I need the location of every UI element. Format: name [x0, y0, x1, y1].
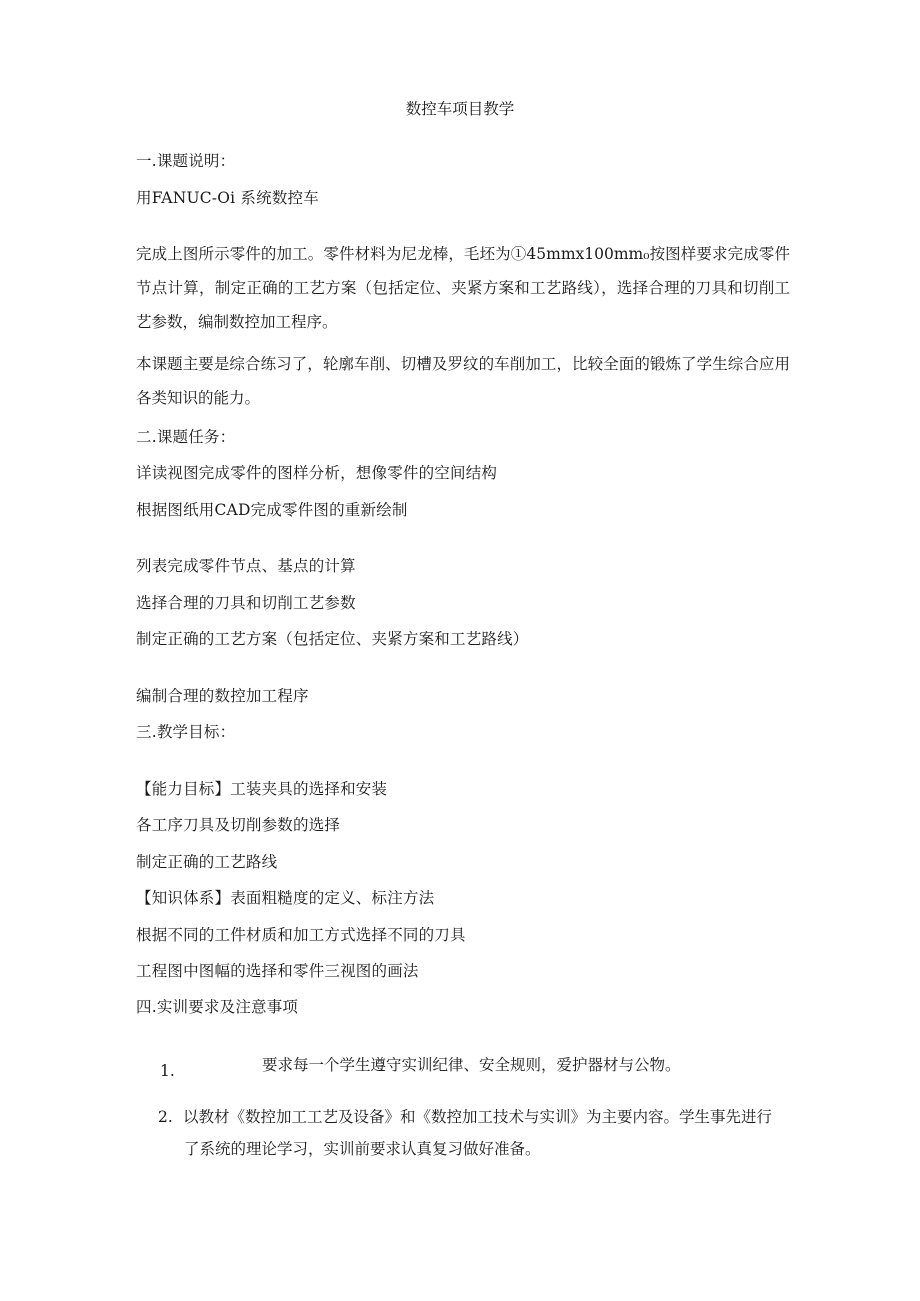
section-3-item: 各工序刀具及切削参数的选择 [136, 816, 341, 834]
section-1-heading: 一.课题说明： [136, 152, 236, 170]
list-item-number: 1. [160, 1062, 175, 1080]
section-2-item: 列表完成零件节点、基点的计算 [136, 557, 356, 575]
list-item-text: 以教材《数控加工工艺及设备》和《数控加工技术与实训》为主要内容。学生事先进行了系统的理论学习，实训前要求认真复习做好准备。 [183, 1108, 773, 1158]
section-1-paragraph-2: 本课题主要是综合练习了，轮廓车削、切槽及罗纹的车削加工，比较全面的锻炼了学生综合应用各类知识的能力。 [136, 355, 790, 407]
list-item-text: 要求每一个学生遵守实训纪律、安全规则，爱护器材与公物。 [262, 1056, 681, 1074]
section-2-item: 编制合理的数控加工程序 [136, 687, 309, 705]
section-3-item: 【知识体系】表面粗糙度的定义、标注方法 [136, 889, 435, 907]
document-title: 数控车项目教学 [405, 100, 515, 118]
section-2-item: 根据图纸用CAD完成零件图的重新绘制 [136, 501, 408, 519]
section-2-item: 制定正确的工艺方案（包括定位、夹紧方案和工艺路线） [136, 630, 529, 648]
section-2-heading: 二.课题任务： [136, 428, 236, 446]
section-3-item: 根据不同的工件材质和加工方式选择不同的刀具 [136, 926, 466, 944]
section-1-paragraph-1: 完成上图所示零件的加工。零件材料为尼龙棒，毛坯为①45mmx100mm₀按图样要求完成零件节点计算，制定正确的工艺方案（包括定位、夹紧方案和工艺路线），选择合理的刀具和切削工艺参数，编制数控加工程序。 [136, 245, 790, 331]
section-4-heading: 四.实训要求及注意事项 [136, 998, 299, 1016]
section-3-item: 【能力目标】工装夹具的选择和安装 [136, 780, 388, 798]
list-item-number: 2. [158, 1108, 173, 1126]
section-2-item: 详读视图完成零件的图样分析，想像零件的空间结构 [136, 464, 498, 482]
section-3-heading: 三.教学目标： [136, 723, 236, 741]
section-3-item: 工程图中图幅的选择和零件三视图的画法 [136, 962, 419, 980]
section-3-item: 制定正确的工艺路线 [136, 853, 278, 871]
section-2-item: 选择合理的刀具和切削工艺参数 [136, 594, 356, 612]
section-1-line: 用FANUC-Oi 系统数控车 [136, 189, 319, 207]
